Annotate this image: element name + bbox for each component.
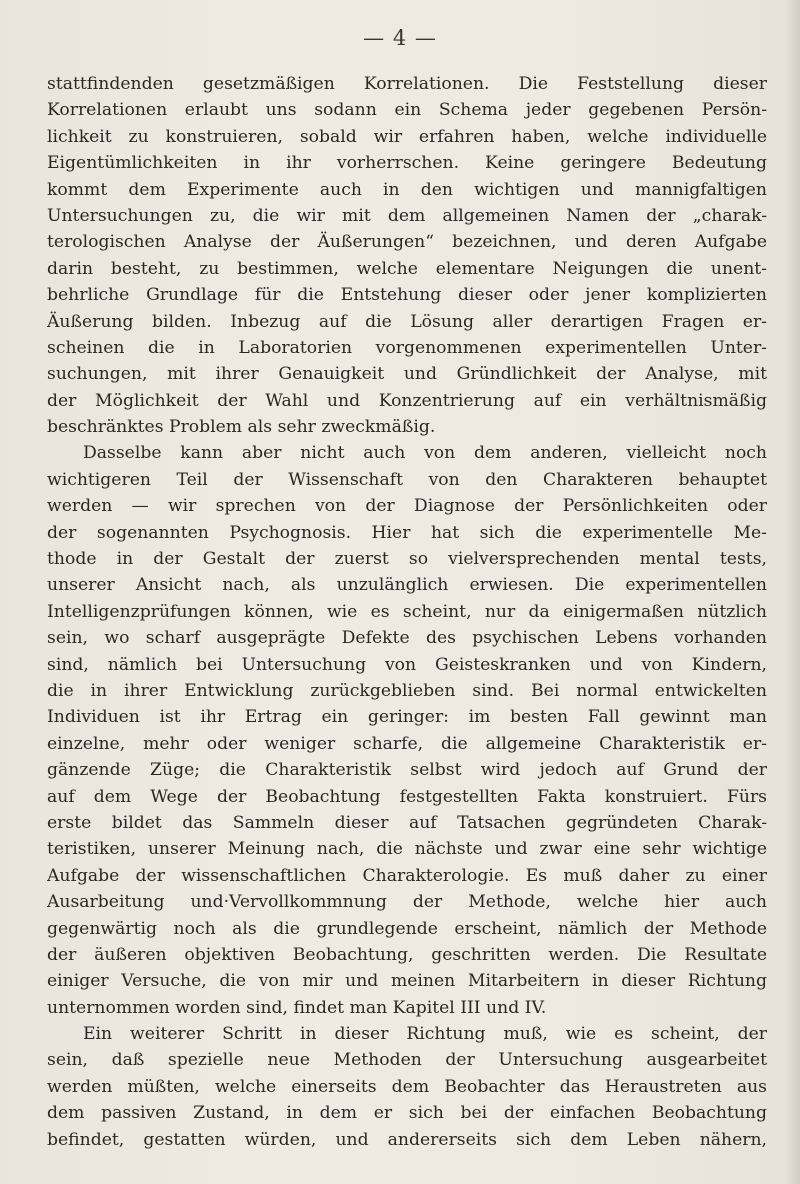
text-line: stattfindenden gesetzmäßigen Korrelationen. Die Feststellung dieser [47, 74, 767, 94]
text-line: erste bildet das Sammeln dieser auf Tatsachen gegründeten Charak- [47, 812, 767, 833]
paragraph-3 [47, 1021, 767, 1153]
text-line: gänzende Züge; die Charakteristik selbst wird jedoch auf Grund der [47, 760, 767, 781]
text-line: werden — wir sprechen von der Diagnose der Persönlichkeiten oder [47, 496, 767, 517]
text-line: teristiken, unserer Meinung nach, die nächste und zwar eine sehr wichtige [47, 839, 767, 860]
text-line: Ausarbeitung und·Vervollkommnung der Methode, welche hier auch [47, 892, 767, 913]
text-line: auf dem Wege der Beobachtung festgestellten Fakta konstruiert. Fürs [47, 786, 767, 807]
text-line: scheinen die in Laboratorien vorgenommenen experimentellen Unter- [47, 337, 767, 358]
text-line: der sogenannten Psychognosis. Hier hat sich die experimentelle Me- [47, 522, 767, 543]
paragraph-2 [47, 440, 767, 1021]
body-text [47, 71, 767, 1153]
text-line: behrliche Grundlage für die Entstehung dieser oder jener komplizierten [47, 285, 767, 306]
paragraph-1 [47, 71, 767, 440]
text-line: die in ihrer Entwicklung zurückgeblieben sind. Bei normal entwickelten [47, 680, 767, 701]
text-line: Korrelationen erlaubt uns sodann ein Schema jeder gegebenen Persön- [47, 100, 767, 121]
text-line: der Möglichkeit der Wahl und Konzentrierung auf ein verhältnismäßig [47, 390, 767, 411]
text-line: sein, daß spezielle neue Methoden der Untersuchung ausgearbeitet [47, 1050, 767, 1071]
text-line: Ein weiterer Schritt in dieser Richtung muß, wie es scheint, der [83, 1024, 767, 1045]
text-line: dem passiven Zustand, in dem er sich bei der einfachen Beobachtung [47, 1103, 767, 1124]
text-line: unternommen worden sind, findet man Kapitel III und IV. [47, 997, 547, 1018]
text-line: kommt dem Experimente auch in den wichtigen und mannigfaltigen [47, 179, 767, 200]
text-line: befindet, gestatten würden, und andererseits sich dem Leben nähern, [47, 1129, 767, 1150]
text-line: werden müßten, welche einerseits dem Beobachter das Heraustreten aus [47, 1076, 767, 1097]
text-line: Äußerung bilden. Inbezug auf die Lösung aller derartigen Fragen er- [47, 311, 767, 332]
text-line: wichtigeren Teil der Wissenschaft von den Charakteren behauptet [47, 469, 767, 490]
text-line: Eigentümlichkeiten in ihr vorherrschen. Keine geringere Bedeutung [47, 153, 767, 174]
text-line: darin besteht, zu bestimmen, welche elementare Neigungen die unent- [47, 258, 767, 279]
text-line: Aufgabe der wissenschaftlichen Charakterologie. Es muß daher zu einer [47, 865, 767, 886]
text-line: suchungen, mit ihrer Genauigkeit und Gründlichkeit der Analyse, mit [47, 364, 767, 385]
text-line: sein, wo scharf ausgeprägte Defekte des psychischen Lebens vorhanden [47, 628, 767, 649]
text-line: Individuen ist ihr Ertrag ein geringer: im besten Fall gewinnt man [47, 707, 767, 728]
page-number: — 4 — [363, 26, 437, 50]
text-line: thode in der Gestalt der zuerst so vielversprechenden mental tests, [47, 549, 767, 570]
text-line: terologischen Analyse der Äußerungen“ bezeichnen, und deren Aufgabe [47, 232, 767, 253]
text-line: unserer Ansicht nach, als unzulänglich erwiesen. Die experimentellen [47, 575, 767, 596]
text-line: Dasselbe kann aber nicht auch von dem anderen, vielleicht noch [83, 443, 767, 464]
text-line: Untersuchungen zu, die wir mit dem allgemeinen Namen der „charak- [47, 205, 767, 226]
text-line: gegenwärtig noch als die grundlegende erscheint, nämlich der Methode [47, 918, 767, 939]
text-line: beschränktes Problem als sehr zweckmäßig. [47, 417, 436, 438]
text-line: sind, nämlich bei Untersuchung von Geisteskranken und von Kindern, [47, 654, 767, 675]
text-line: einzelne, mehr oder weniger scharfe, die allgemeine Charakteristik er- [47, 733, 767, 754]
page-edge-shadow [786, 0, 800, 1184]
text-line: lichkeit zu konstruieren, sobald wir erfahren haben, welche individuelle [47, 126, 767, 147]
text-line: Intelligenzprüfungen können, wie es scheint, nur da einigermaßen nützlich [47, 601, 767, 622]
text-line: der äußeren objektiven Beobachtung, geschritten werden. Die Resultate [47, 944, 767, 965]
text-line: einiger Versuche, die von mir und meinen Mitarbeitern in dieser Richtung [47, 971, 767, 992]
